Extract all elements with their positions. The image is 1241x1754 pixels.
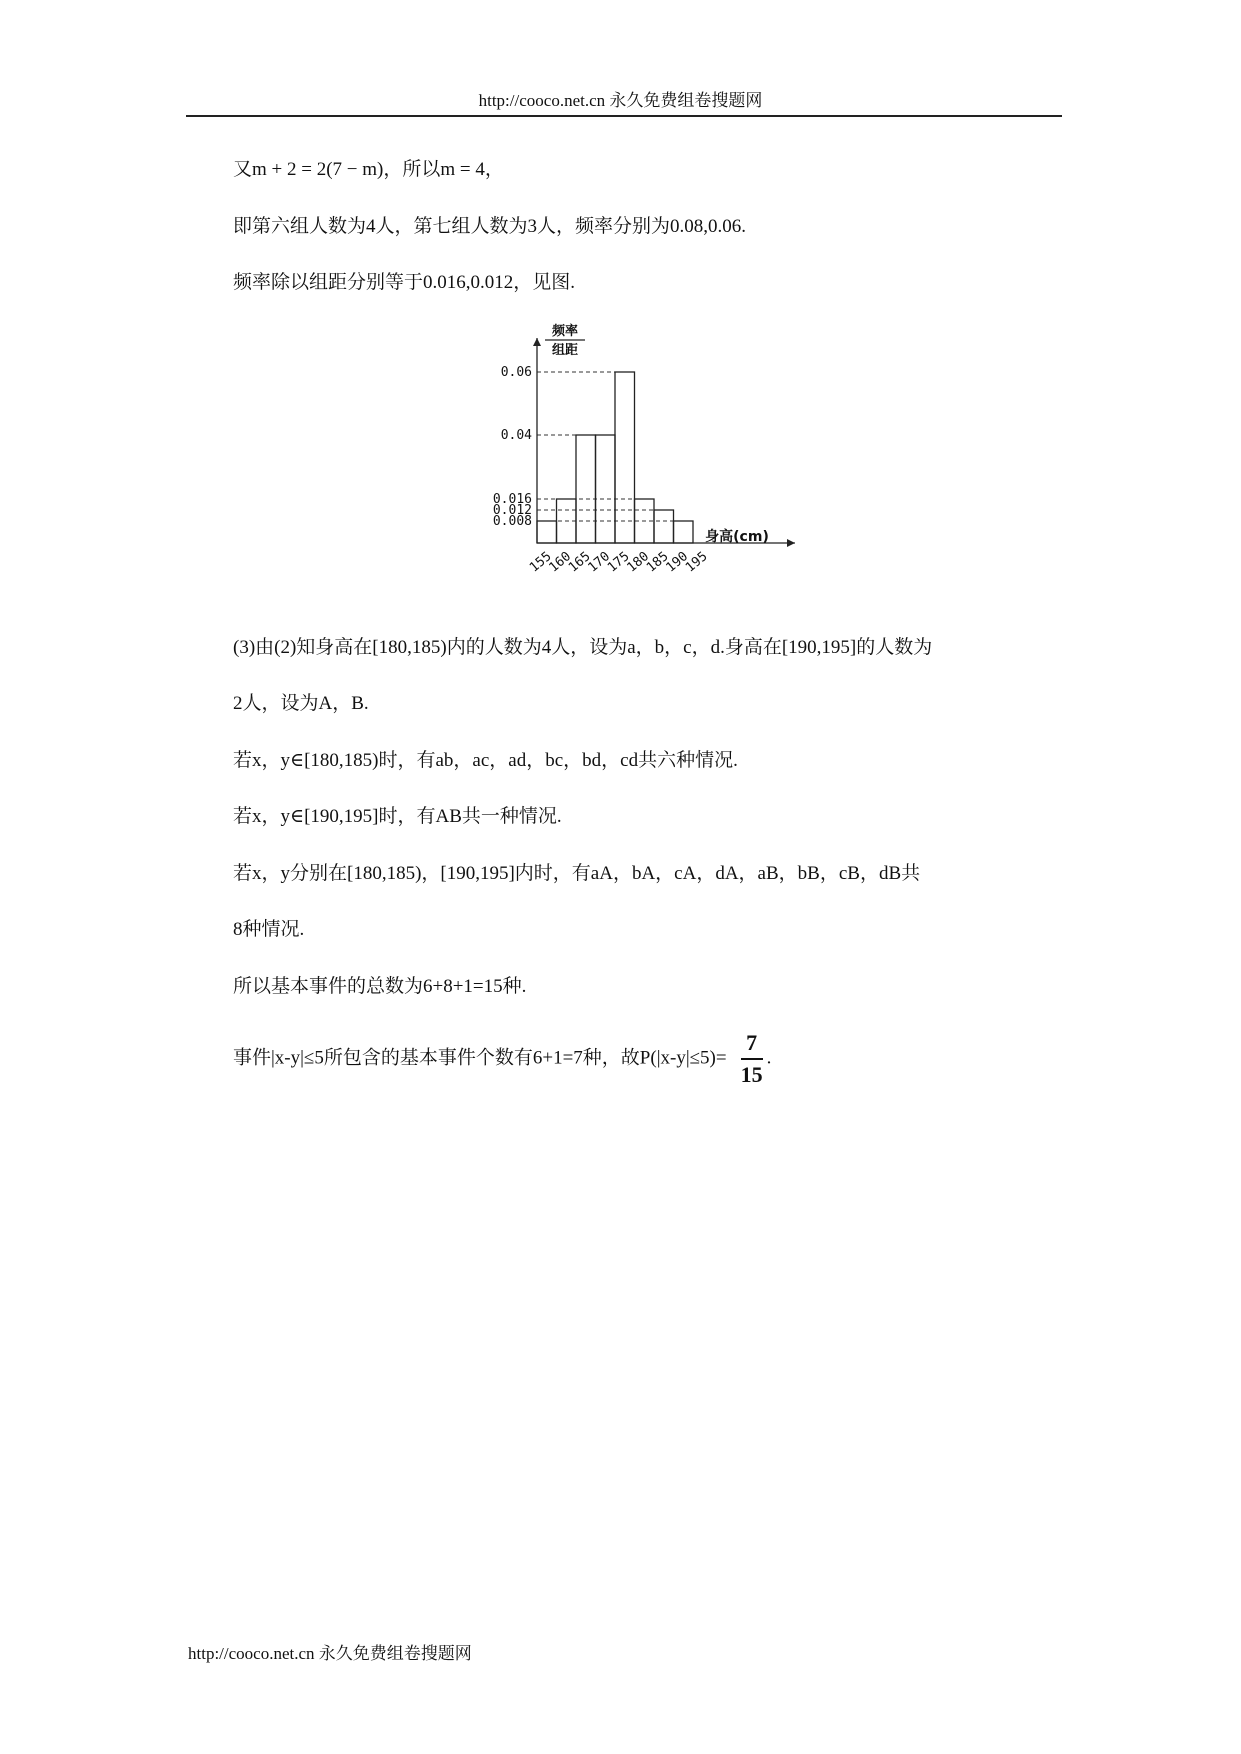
text-line-4: (3)由(2)知身高在[180,185)内的人数为4人，设为a，b，c，d.身高在[190,195]的人数为 (233, 637, 933, 658)
text-line-2: 即第六组人数为4人，第七组人数为3人，频率分别为0.08,0.06. (233, 216, 747, 237)
histogram-bar-155 (537, 521, 557, 543)
y-axis-label-bottom: 组距 (551, 343, 579, 358)
x-tick-label: 190 (663, 549, 692, 576)
x-tick-label: 185 (643, 549, 672, 576)
text-line-6: 若x，y∈[180,185)时，有ab，ac，ad，bc，bd，cd共六种情况. (233, 750, 738, 771)
histogram-bar-165 (576, 435, 596, 543)
text-line-1: 又m + 2 = 2(7 − m)，所以m = 4， (233, 159, 504, 180)
x-axis-arrow (787, 539, 795, 547)
y-tick-label: 0.012 (492, 503, 532, 518)
y-tick-label: 0.008 (492, 514, 532, 529)
x-tick-label: 175 (604, 549, 633, 576)
fraction-denominator: 15 (740, 1062, 763, 1087)
histogram-svg (480, 318, 820, 608)
text-line-9: 8种情况. (233, 919, 305, 940)
y-tick-label: 0.016 (492, 492, 532, 507)
y-tick-label: 0.06 (500, 365, 532, 380)
x-tick-label: 170 (585, 549, 614, 576)
sentence-period: . (766, 1047, 772, 1069)
probability-fraction (741, 1030, 763, 1088)
histogram-bar-175 (615, 372, 635, 543)
text-line-10: 所以基本事件的总数为6+8+1=15种. (233, 976, 527, 997)
x-tick-label: 160 (546, 549, 575, 576)
histogram-bar-170 (596, 435, 616, 543)
x-tick-label: 180 (624, 549, 653, 576)
text-line-3: 频率除以组距分别等于0.016,0.012，见图. (233, 272, 576, 293)
y-tick-label: 0.04 (500, 428, 532, 443)
page-header-url: http://cooco.net.cn 永久免费组卷搜题网 (478, 91, 763, 110)
header-divider (186, 115, 1062, 117)
text-line-8: 若x，y分别在[180,185)，[190,195]内时，有aA，bA，cA，dA，aB，bB，cB，dB共 (233, 863, 921, 884)
text-line-11 (233, 1030, 771, 1088)
x-tick-label: 155 (526, 549, 555, 576)
x-tick-label: 195 (682, 549, 711, 576)
x-tick-label: 165 (565, 549, 594, 576)
histogram-bar-190 (674, 521, 694, 543)
page-footer-url: http://cooco.net.cn 永久免费组卷搜题网 (188, 1644, 472, 1663)
x-axis-label: 身高(cm) (705, 529, 769, 545)
height-histogram (480, 318, 820, 608)
y-axis-arrow (533, 338, 541, 346)
probability-statement: 事件|x-y|≤5所包含的基本事件个数有6+1=7种，故P(|x-y|≤5)= (233, 1047, 727, 1069)
text-line-5: 2人，设为A，B. (233, 693, 369, 714)
y-axis-label-top: 频率 (551, 324, 579, 339)
histogram-bar-185 (654, 510, 674, 543)
text-line-7: 若x，y∈[190,195]时，有AB共一种情况. (233, 806, 562, 827)
fraction-numerator: 7 (741, 1030, 763, 1060)
